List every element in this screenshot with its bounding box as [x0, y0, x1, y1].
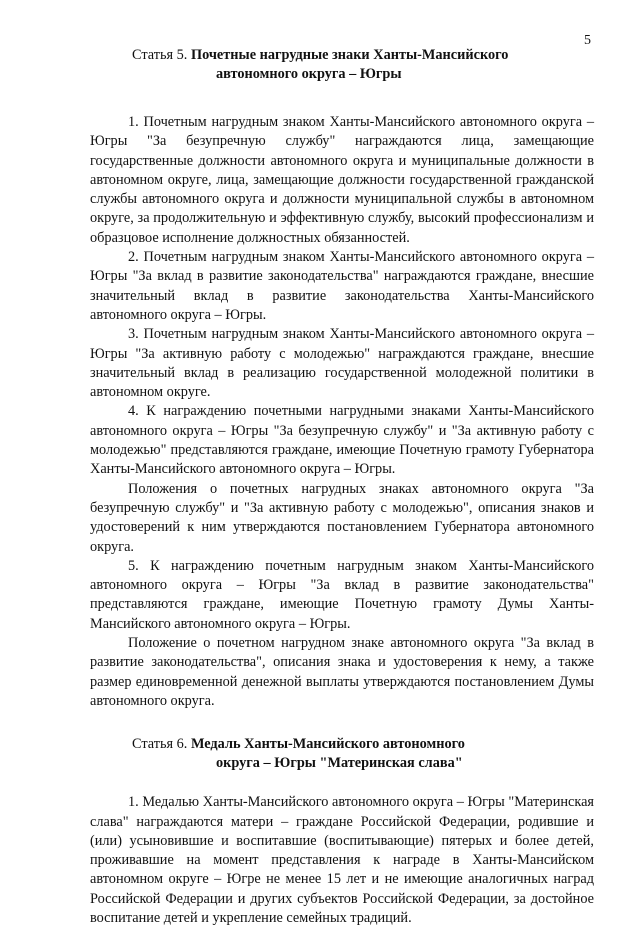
- article6-label: Статья 6.: [132, 736, 188, 753]
- article5-paragraph: 1. Почетным нагрудным знаком Ханты-Мансийского автономного округа – Югры "За безупречную службу" награждаются лица, замещающие государственные должности автономного округа и муниципальные должности в автономном округе, лица, замещающие должности государственной гражданской службы автономного округа и должности муниципальной службы в автономном округе, за продолжительную и эффективную службу, высокий профессионализм и образцовое исполнение должностных обязанностей.: [90, 114, 594, 246]
- article6-title-line1: Медаль Ханты-Мансийского автономного: [190, 736, 465, 753]
- article5-paragraph: 4. К награждению почетными нагрудными знаками Ханты-Мансийского автономного округа – Югры "За безупречную службу" и "За активную работу с молодежью" представляются граждане, имеющие Почетную грамоту Губернатора Ханты-Мансийского автономного округа – Югры.: [90, 403, 594, 478]
- article5-heading: [132, 46, 594, 84]
- article5-paragraph: 5. К награждению почетным нагрудным знаком Ханты-Мансийского автономного округа – Югры "За вклад в развитие законодательства" представляются граждане, имеющие Почетную грамоту Думы Ханты-Мансийского автономного округа – Югры.: [90, 557, 594, 632]
- article5-paragraph: 3. Почетным нагрудным знаком Ханты-Мансийского автономного округа – Югры "За активную работу с молодежью" награждаются граждане, внесшие значительный вклад в реализацию государственной молодежной политики в автономном округе.: [90, 326, 594, 401]
- article5-paragraph: Положения о почетных нагрудных знаках автономного округа "За безупречную службу" и "За активную работу с молодежью", описания знаков и удостоверений к ним утверждаются постановлением Губернатора автономного округа.: [90, 480, 594, 555]
- article6-heading: [132, 735, 594, 773]
- article6-paragraph: 1. Медалью Ханты-Мансийского автономного округа – Югры "Материнская слава" награждаются матери – граждане Российской Федерации, родившие и (или) усыновившие и воспитавшие (воспитывающие) пятерых и более детей, проживавшие на момент представления к награде в Ханты-Мансийском автономном округе – Югре не менее 15 лет и не имеющие аналогичных наград Российской Федерации и других субъектов Российской Федерации, за достойное воспитание детей и укрепление семейных традиций.: [90, 794, 594, 926]
- document-body: [90, 46, 594, 928]
- article5-paragraph: 2. Почетным нагрудным знаком Ханты-Мансийского автономного округа – Югры "За вклад в развитие законодательства" награждаются граждане, внесшие значительный вклад в развитие законодательства Ханты-Мансийского автономного округа – Югры.: [90, 249, 594, 323]
- page-number: 5: [584, 33, 591, 48]
- article5-title-line2: автономного округа – Югры: [216, 66, 402, 82]
- article5-label: Статья 5.: [132, 47, 188, 63]
- article5-paragraph: Положение о почетном нагрудном знаке автономного округа "За вклад в развитие законодательства", описания знака и удостоверения к нему, а также размер единовременной денежной выплаты утверждаются постановлением Думы автономного округа.: [90, 635, 594, 709]
- article6-title-line2: округа – Югры "Материнская слава": [216, 755, 463, 772]
- article5-title-line1: Почетные нагрудные знаки Ханты-Мансийского: [190, 47, 509, 63]
